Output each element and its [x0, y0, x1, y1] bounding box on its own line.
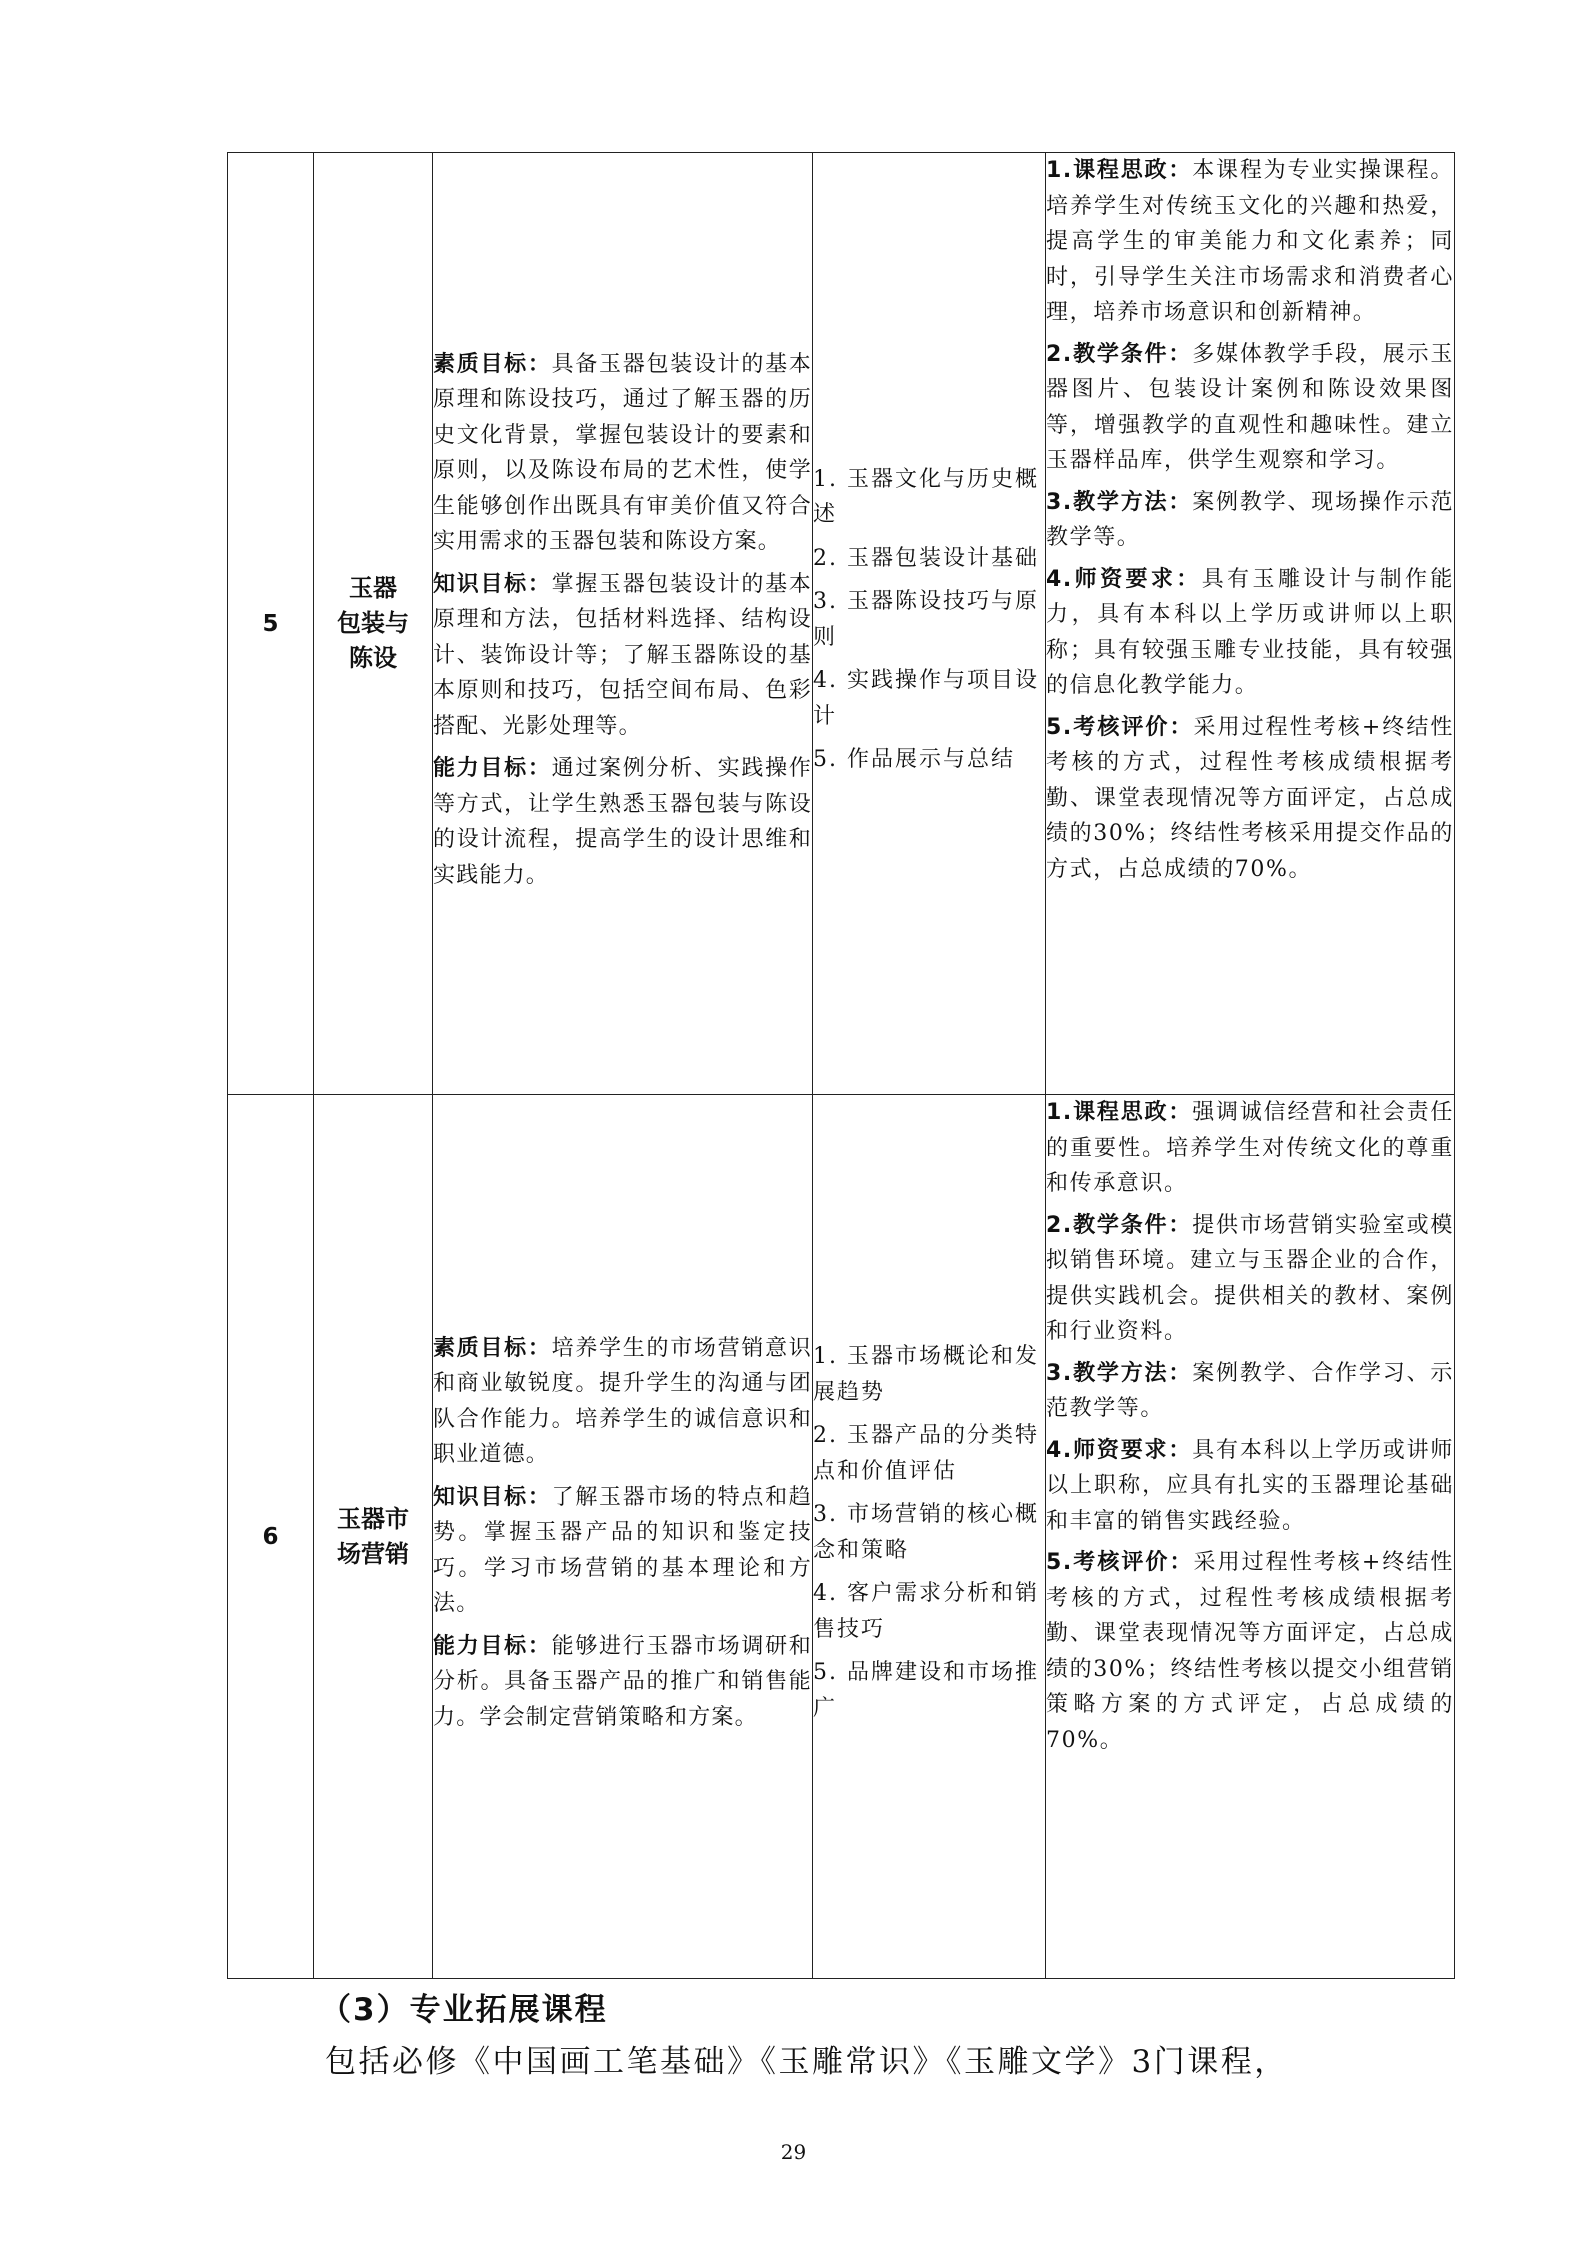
requirement-item: 2.教学条件：多媒体教学手段，展示玉器图片、包装设计案例和陈设效果图等，增强教学的直观性和趣味性。建立玉器样品库，供学生观察和学习。 [1046, 341, 1454, 473]
course-requirements [1046, 1095, 1455, 1979]
course-name: 玉器 包装与 陈设 [314, 153, 433, 1095]
requirement-item: 1.课程思政：强调诚信经营和社会责任的重要性。培养学生对传统文化的尊重和传承意识。 [1046, 1100, 1454, 1196]
content-item: 5. 作品展示与总结 [813, 747, 1015, 772]
course-requirements [1046, 153, 1455, 1095]
goal-quality: 素质目标：培养学生的市场营销意识和商业敏锐度。提升学生的沟通与团队合作能力。培养学生的诚信意识和职业道德。 [433, 1335, 812, 1468]
content-item: 2. 玉器包装设计基础 [813, 545, 1039, 571]
course-table [227, 152, 1455, 1979]
course-goals [433, 1095, 813, 1979]
table-row [228, 153, 1455, 1095]
goal-quality: 素质目标：具备玉器包装设计的基本原理和陈设技巧，通过了解玉器的历史文化背景，掌握包装设计的要素和原则，以及陈设布局的艺术性，使学生能够创作出既具有审美价值又符合实用需求的玉器包装和陈设方案。 [433, 351, 812, 555]
requirement-item: 3.教学方法：案例教学、合作学习、示范教学等。 [1046, 1360, 1454, 1421]
goal-knowledge: 知识目标：了解玉器市场的特点和趋势。掌握玉器产品的知识和鉴定技巧。学习市场营销的基本理论和方法。 [433, 1484, 812, 1617]
content-item: 3. 玉器陈设技巧与原则 [813, 589, 1039, 650]
course-number: 6 [228, 1095, 314, 1979]
course-contents [813, 1095, 1046, 1979]
content-item: 4. 客户需求分析和销售技巧 [813, 1581, 1039, 1642]
course-number: 5 [228, 153, 314, 1095]
goal-ability: 能力目标：通过案例分析、实践操作等方式，让学生熟悉玉器包装与陈设的设计流程，提高学生的设计思维和实践能力。 [433, 756, 812, 888]
goal-knowledge: 知识目标：掌握玉器包装设计的基本原理和方法，包括材料选择、结构设计、装饰设计等；了解玉器陈设的基本原则和技巧，包括空间布局、色彩搭配、光影处理等。 [433, 571, 812, 739]
body-paragraph: 包括必修《中国画工笔基础》《玉雕常识》《玉雕文学》3门课程， [325, 2044, 1288, 2080]
content-item: 1. 玉器市场概论和发展趋势 [813, 1344, 1039, 1405]
content-item: 2. 玉器产品的分类特点和价值评估 [813, 1423, 1039, 1484]
content-item: 4. 实践操作与项目设计 [813, 668, 1039, 729]
goal-ability: 能力目标：能够进行玉器市场调研和分析。具备玉器产品的推广和销售能力。学会制定营销策略和方案。 [433, 1633, 812, 1730]
requirement-item: 2.教学条件：提供市场营销实验室或模拟销售环境。建立与玉器企业的合作，提供实践机会。提供相关的教材、案例和行业资料。 [1046, 1212, 1454, 1344]
content-item: 5. 品牌建设和市场推广 [813, 1660, 1039, 1721]
requirement-item: 1.课程思政：本课程为专业实操课程。培养学生对传统玉文化的兴趣和热爱，提高学生的审美能力和文化素养；同时，引导学生关注市场需求和消费者心理，培养市场意识和创新精神。 [1046, 158, 1454, 325]
course-goals [433, 153, 813, 1095]
content-item: 3. 市场营销的核心概念和策略 [813, 1502, 1039, 1563]
content-item: 1. 玉器文化与历史概述 [813, 466, 1039, 527]
requirement-item: 4.师资要求：具有本科以上学历或讲师以上职称，应具有扎实的玉器理论基础和丰富的销售实践经验。 [1046, 1437, 1454, 1534]
page-number: 29 [780, 2140, 807, 2164]
requirement-item: 4.师资要求：具有玉雕设计与制作能力，具有本科以上学历或讲师以上职称；具有较强玉雕专业技能，具有较强的信息化教学能力。 [1046, 566, 1454, 698]
requirement-item: 5.考核评价：采用过程性考核+终结性考核的方式，过程性考核成绩根据考勤、课堂表现情况等方面评定，占总成绩的30%；终结性考核以提交小组营销策略方案的方式评定，占总成绩的70%。 [1046, 1550, 1454, 1753]
requirement-item: 5.考核评价：采用过程性考核+终结性考核的方式，过程性考核成绩根据考勤、课堂表现情况等方面评定，占总成绩的30%；终结性考核采用提交作品的方式，占总成绩的70%。 [1046, 714, 1454, 882]
course-contents [813, 153, 1046, 1095]
course-name: 玉器市 场营销 [314, 1095, 433, 1979]
table-row [228, 1095, 1455, 1979]
requirement-item: 3.教学方法：案例教学、现场操作示范教学等。 [1046, 489, 1454, 550]
section-title: （3）专业拓展课程 [320, 1992, 608, 2028]
